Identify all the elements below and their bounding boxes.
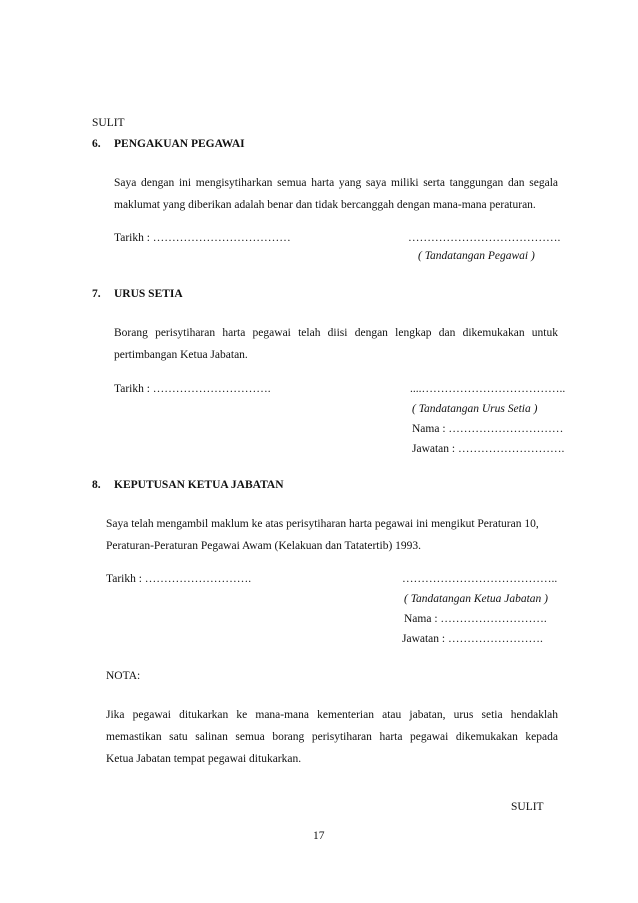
section-8-paragraph <box>106 513 558 557</box>
section-8-name-field: Nama : ………………………. <box>404 613 547 625</box>
header-sulit-label: SULIT <box>92 117 125 129</box>
section-8-date-field: Tarikh : ………………………. <box>106 573 252 585</box>
section-8-signature-line: ………………………………….. <box>402 573 558 585</box>
section-8-title: KEPUTUSAN KETUA JABATAN <box>114 479 284 491</box>
section-7-signature-line: ....……………………………….. <box>410 383 566 395</box>
section-8-signature-label: ( Tandatangan Ketua Jabatan ) <box>404 593 548 605</box>
nota-paragraph-line-1: Jika pegawai ditukarkan ke mana-mana kementerian atau jabatan, urus setia hendaklah <box>106 709 558 721</box>
section-6-paragraph-line-2: maklumat yang diberikan adalah benar dan tidak bercanggah dengan mana-mana peraturan. <box>114 199 536 211</box>
footer-sulit-label: SULIT <box>511 801 544 813</box>
section-7-date-field: Tarikh : …………………………. <box>114 383 271 395</box>
section-7-paragraph <box>114 322 558 366</box>
section-6-date-field: Tarikh : ……………………………… <box>114 232 291 244</box>
section-7-name-field: Nama : ………………………… <box>412 423 564 435</box>
section-7-signature-label: ( Tandatangan Urus Setia ) <box>412 403 538 415</box>
section-7-post-field: Jawatan : ………………………. <box>412 443 565 455</box>
section-6-title: PENGAKUAN PEGAWAI <box>114 138 245 150</box>
nota-heading: NOTA: <box>106 670 141 682</box>
section-6-paragraph <box>114 172 558 216</box>
nota-paragraph-line-2: memastikan satu salinan semua borang perisytiharan harta pegawai dikemukakan kepada <box>106 731 558 743</box>
page-number: 17 <box>313 830 325 842</box>
section-7-paragraph-line-1: Borang perisytiharan harta pegawai telah diisi dengan lengkap dan dikemukakan untuk <box>114 327 558 339</box>
section-8-post-field: Jawatan : ……………………. <box>402 633 543 645</box>
section-7-number: 7. <box>92 288 101 300</box>
nota-paragraph <box>106 704 558 770</box>
nota-paragraph-line-3: Ketua Jabatan tempat pegawai ditukarkan. <box>106 753 302 765</box>
section-8-paragraph-line-1: Saya telah mengambil maklum ke atas perisytiharan harta pegawai ini mengikut Peraturan 10, <box>106 518 539 530</box>
section-8-number: 8. <box>92 479 101 491</box>
section-7-title: URUS SETIA <box>114 288 183 300</box>
section-6-signature-line: …………………………………. <box>408 232 561 244</box>
section-7-paragraph-line-2: pertimbangan Ketua Jabatan. <box>114 349 248 361</box>
section-8-paragraph-line-2: Peraturan-Peraturan Pegawai Awam (Kelakuan dan Tatatertib) 1993. <box>106 540 422 552</box>
section-6-number: 6. <box>92 138 101 150</box>
section-6-signature-label: ( Tandatangan Pegawai ) <box>418 250 535 262</box>
section-6-paragraph-line-1: Saya dengan ini mengisytiharkan semua harta yang saya miliki serta tanggungan dan segala <box>114 177 558 189</box>
